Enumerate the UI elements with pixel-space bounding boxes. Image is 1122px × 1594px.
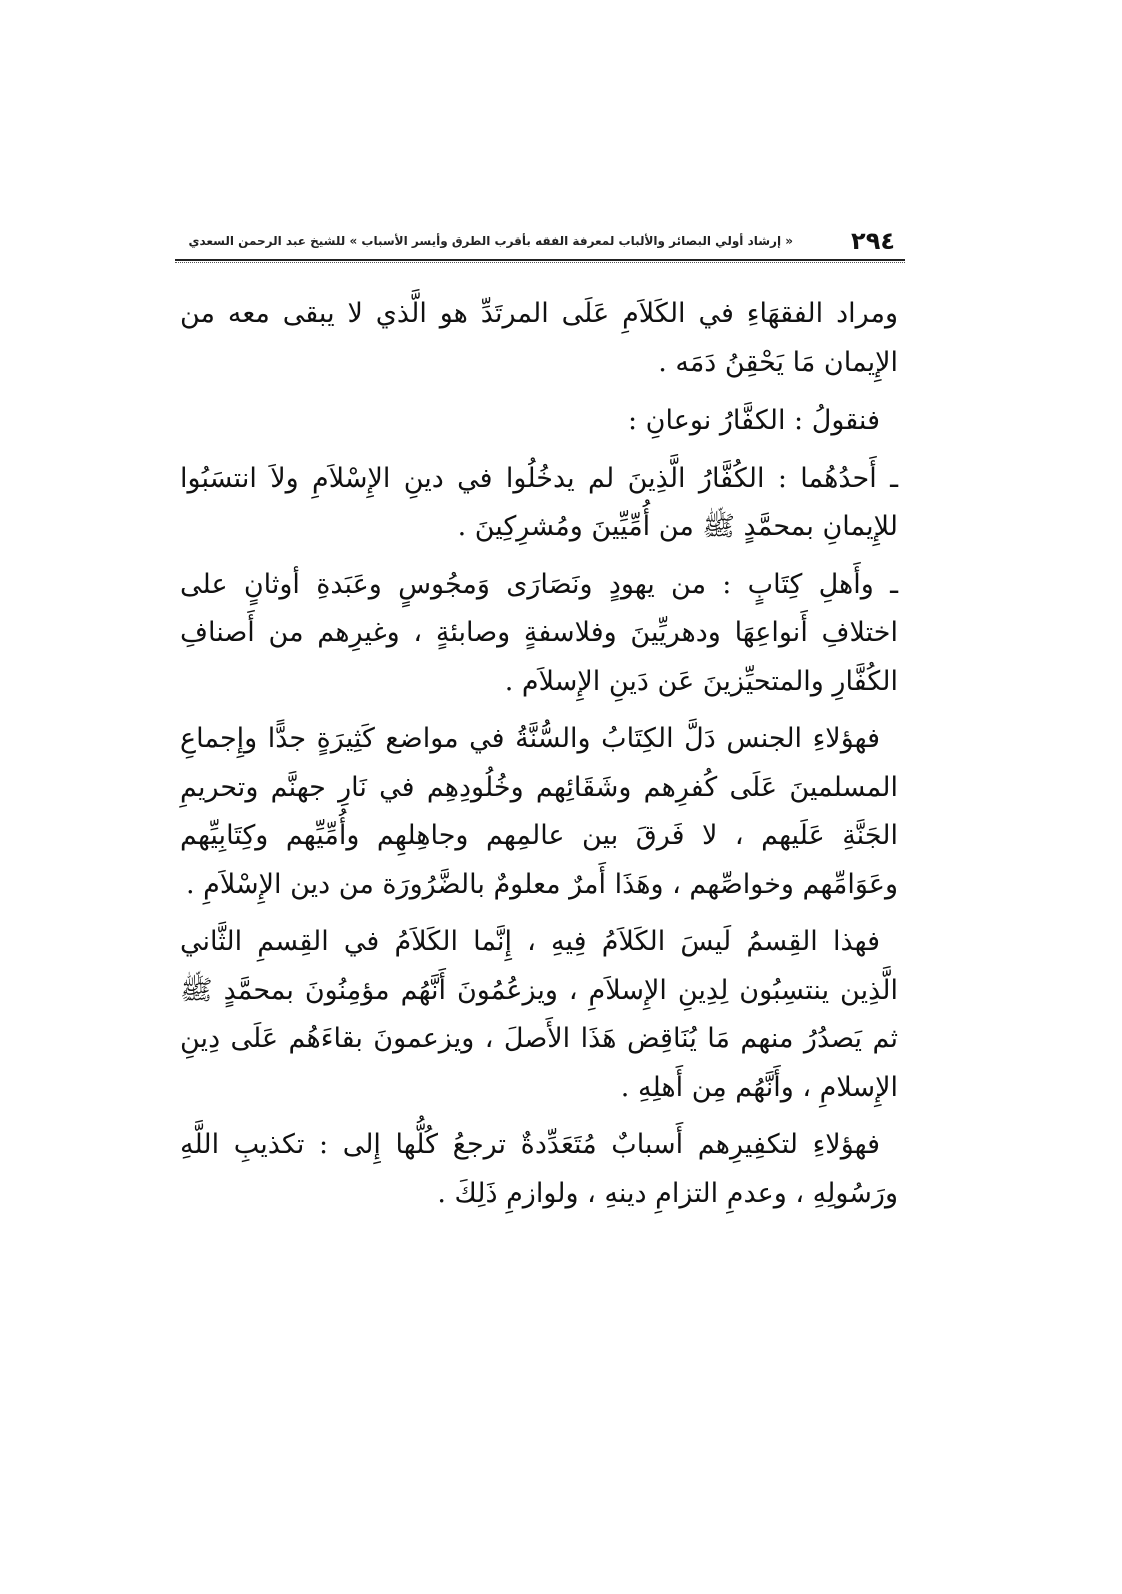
page-number: ٢٩٤ <box>851 227 895 255</box>
paragraph-consensus: فهؤلاءِ الجنس دَلَّ الكِتَابُ والسُّنَّةُ في مواضع كَثِيرَةٍ جدًّا وإِجماعِ المسلمينَ عَلَى كُفرِهم وشَقَائِهم وخُلُودِهِم في نَارِ جهنَّم وتحريمِ الجَنَّةِ عَلَيهم ، لا فَرقَ بين عالمِهم وجاهِلهِم وأُمِّيِّهم وكِتَابِيِّهم وعَوَامِّهم وخواصِّهم ، وهَذَا أَمرٌ معلومٌ بالضَّرُورَة من دين الإِسْلاَمِ . <box>180 723 898 900</box>
running-title: « إرشاد أولي البصائر والألباب لمعرفة الفقه بأقرب الطرق وأيسر الأسباب » للشيخ عبد الرحمن السعدي <box>188 234 793 248</box>
page-header <box>175 224 905 258</box>
paragraph-two-types: فنقولُ : الكفَّارُ نوعانِ : <box>628 405 880 436</box>
paragraph-people-of-book: ـ وأَهلِ كِتَابٍ : من يهودٍ ونَصَارَى وَمجُوسٍ وعَبَدةِ أوثانٍ على اختلافِ أَنواعِهَا ودهريِّينَ وفلاسفةٍ وصابئةٍ ، وغيرِهم من أَصنافِ الكُفَّارِ والمتحيِّزينَ عَن دَينِ الإِسلاَم . <box>180 568 898 697</box>
header-rule <box>175 259 905 261</box>
header-rule-dotted <box>175 262 905 263</box>
body-text <box>180 290 898 1227</box>
paragraph-intro: ومراد الفقهَاءِ في الكَلاَمِ عَلَى المرتَدِّ هو الَّذي لا يبقى معه من الإِيمان مَا يَحْقِنُ دَمَه . <box>180 298 898 378</box>
paragraph-first-type: ـ أَحدُهُما : الكُفَّارُ الَّذِينَ لم يدخُلُوا في دينِ الإِسْلاَمِ ولاَ انتسَبُوا للإِيمانِ بمحمَّدٍ ﷺ من أُمِّيِّينَ ومُشرِكِينَ . <box>180 462 898 542</box>
paragraph-second-type: فهذا القِسمُ لَيسَ الكَلاَمُ فِيهِ ، إِنَّما الكَلاَمُ في القِسمِ الثَّاني الَّذِين ينتسِبُون لِدِينِ الإِسلاَمِ ، ويزعُمُونَ أَنَّهُم مؤمِنُونَ بمحمَّدٍ ﷺ ثم يَصدُرُ منهم مَا يُنَاقِض هَذَا الأَصلَ ، ويزعمونَ بقاءَهُم عَلَى دِينِ الإِسلامِ ، وأَنَّهُم مِن أَهلِهِ . <box>180 926 898 1103</box>
paragraph-causes: فهؤلاءِ لتكفِيرِهم أَسبابٌ مُتَعَدِّدةٌ ترجعُ كُلُّها إِلى : تكذيبِ اللَّهِ ورَسُولِهِ ، وعدمِ التزامِ دينهِ ، ولوازمِ ذَلِكَ . <box>180 1129 898 1209</box>
